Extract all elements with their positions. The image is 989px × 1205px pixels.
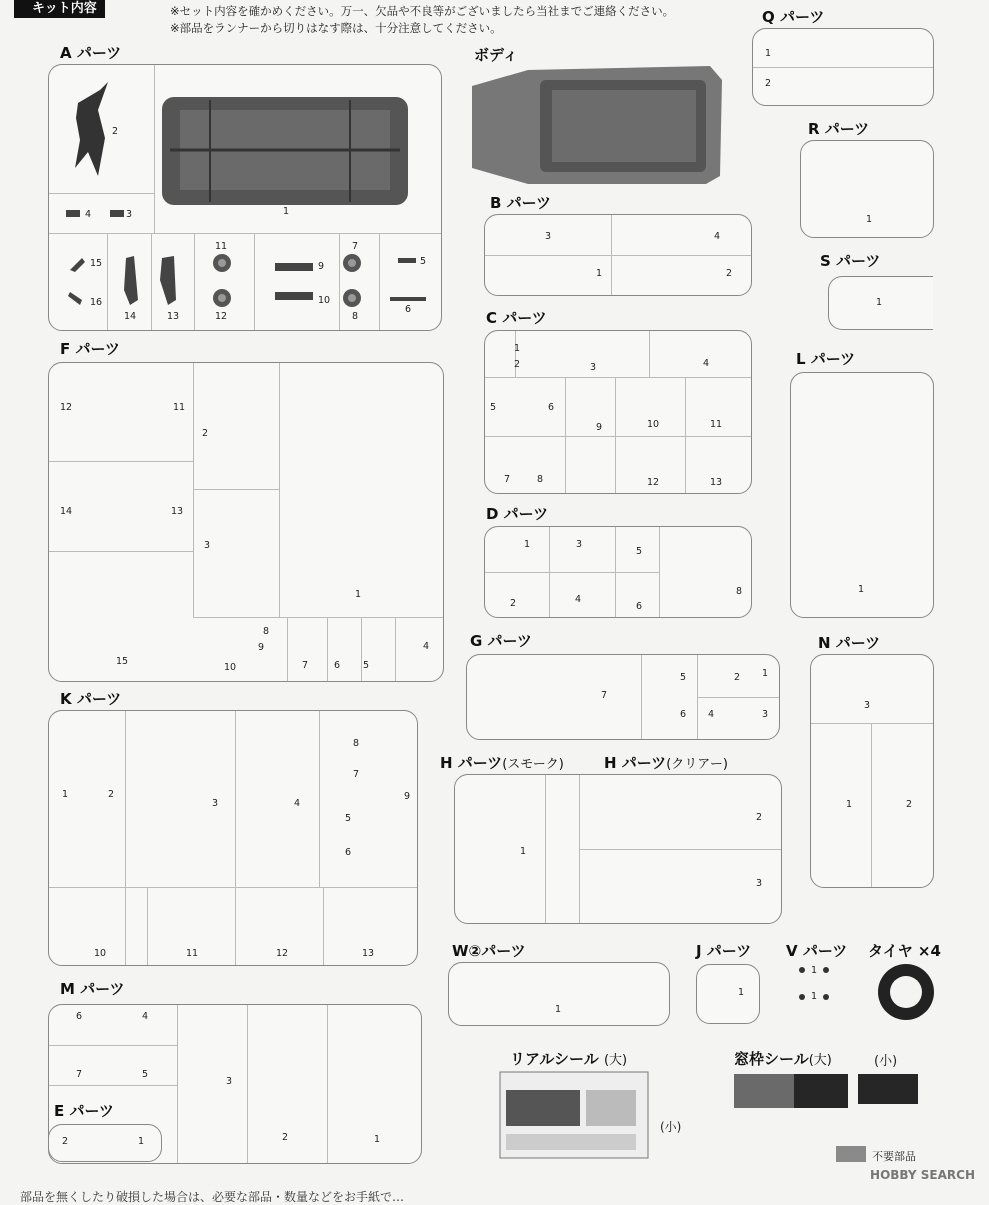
window-seal-small-dark (858, 1074, 918, 1104)
a-num-10: 10 (318, 295, 331, 306)
parts-frame-g (466, 654, 780, 740)
unused-parts-label: 不要部品 (872, 1150, 916, 1163)
parts-frame-f (48, 362, 444, 682)
g-num-2: 2 (734, 672, 741, 683)
g-num-5: 5 (680, 672, 687, 683)
s-num-1: 1 (876, 297, 883, 308)
n-num-2: 2 (906, 799, 913, 810)
k-num-4: 4 (294, 798, 301, 809)
a-num-4: 4 (85, 209, 92, 220)
a-num-11: 11 (215, 241, 228, 252)
real-seal-large: (大) (603, 1053, 628, 1068)
section-title-window-seal (734, 1048, 832, 1069)
v-num-1b: 1 (811, 991, 818, 1002)
section-title-b: B パーツ (490, 194, 552, 212)
section-title-l: L パーツ (796, 350, 856, 368)
g-num-4: 4 (708, 709, 715, 720)
h-clear-subtitle: (クリアー) (666, 757, 728, 772)
d-num-2: 2 (510, 598, 517, 609)
c-num-5: 5 (490, 402, 497, 413)
n-num-1: 1 (846, 799, 853, 810)
k-num-12: 12 (276, 948, 289, 959)
f-num-9: 9 (258, 642, 265, 653)
section-title-g: G パーツ (470, 632, 532, 650)
r-num-1: 1 (866, 214, 873, 225)
k-num-9: 9 (404, 791, 411, 802)
h-num-1: 1 (520, 846, 527, 857)
k-num-5: 5 (345, 813, 352, 824)
j-num-1: 1 (738, 987, 745, 998)
f-num-2: 2 (202, 428, 209, 439)
window-seal-small: (小) (874, 1054, 898, 1069)
parts-frame-k (48, 710, 418, 966)
section-title-k: K パーツ (60, 690, 122, 708)
parts-frame-n (810, 654, 934, 888)
c-num-13: 13 (710, 477, 723, 488)
g-num-1: 1 (762, 668, 769, 679)
n-num-3: 3 (864, 700, 871, 711)
f-num-8: 8 (263, 626, 270, 637)
k-num-7: 7 (353, 769, 360, 780)
a-num-6: 6 (405, 304, 412, 315)
section-title-e: E パーツ (54, 1102, 114, 1120)
window-seal-large-gray (734, 1074, 794, 1108)
k-num-2: 2 (108, 789, 115, 800)
m-num-1: 1 (374, 1134, 381, 1145)
a-num-15: 15 (90, 258, 103, 269)
a-num-16: 16 (90, 297, 103, 308)
parts-frame-h (454, 774, 782, 924)
e-num-1: 1 (138, 1136, 145, 1147)
parts-frame-j (696, 964, 760, 1024)
m-num-3: 3 (226, 1076, 233, 1087)
h-smoke-title: H パーツ (440, 754, 503, 772)
c-num-7: 7 (504, 474, 511, 485)
f-num-12: 12 (60, 402, 73, 413)
a-num-7: 7 (352, 241, 359, 252)
section-title-c: C パーツ (486, 309, 547, 327)
section-title-n: N パーツ (818, 634, 881, 652)
g-num-3: 3 (762, 709, 769, 720)
c-num-11: 11 (710, 419, 723, 430)
kit-contents-header: キット内容 (14, 0, 105, 18)
a-num-13: 13 (167, 311, 180, 322)
c-num-9: 9 (596, 422, 603, 433)
f-num-4: 4 (423, 641, 430, 652)
f-num-1: 1 (355, 589, 362, 600)
d-num-8: 8 (736, 586, 743, 597)
window-seal-large-dark (794, 1074, 848, 1108)
m-num-5: 5 (142, 1069, 149, 1080)
b-num-1: 1 (596, 268, 603, 279)
section-title-f: F パーツ (60, 340, 120, 358)
d-num-1: 1 (524, 539, 531, 550)
a-num-8: 8 (352, 311, 359, 322)
c-num-12: 12 (647, 477, 660, 488)
a-num-2: 2 (112, 126, 119, 137)
q-num-1: 1 (765, 48, 772, 59)
b-num-4: 4 (714, 231, 721, 242)
h-num-2: 2 (756, 812, 763, 823)
section-title-a: A パーツ (60, 44, 122, 62)
section-title-s: S パーツ (820, 252, 881, 270)
note-line-1: ※セット内容を確かめください。万一、欠品や不良等がございましたら当社までご連絡ください。 (170, 4, 675, 18)
window-seal-title: 窓枠シール (734, 1050, 809, 1068)
note-line-2: ※部品をランナーから切りはなす際は、十分注意してください。 (170, 21, 502, 35)
real-seal-small: (小) (660, 1120, 682, 1134)
a-num-5: 5 (420, 256, 427, 267)
c-num-6: 6 (548, 402, 555, 413)
section-title-real-seal (510, 1048, 627, 1069)
e-num-2: 2 (62, 1136, 69, 1147)
section-title-d: D パーツ (486, 505, 549, 523)
watermark: HOBBY SEARCH (870, 1168, 975, 1182)
c-num-4: 4 (703, 358, 710, 369)
h-clear-title: H パーツ (604, 754, 667, 772)
unused-parts-swatch (836, 1146, 866, 1162)
k-num-6: 6 (345, 847, 352, 858)
f-num-13: 13 (171, 506, 184, 517)
a-num-14: 14 (124, 311, 137, 322)
c-num-3: 3 (590, 362, 597, 373)
section-title-m: M パーツ (60, 980, 125, 998)
f-num-14: 14 (60, 506, 73, 517)
c-num-10: 10 (647, 419, 660, 430)
l-num-1: 1 (858, 584, 865, 595)
section-title-h-smoke (440, 752, 564, 773)
f-num-3: 3 (204, 540, 211, 551)
section-title-j: J パーツ (696, 942, 752, 960)
m-num-4: 4 (142, 1011, 149, 1022)
d-num-5: 5 (636, 546, 643, 557)
parts-frame-l (790, 372, 934, 618)
parts-frame-c (484, 330, 752, 494)
c-num-2: 2 (514, 359, 521, 370)
k-num-1: 1 (62, 789, 69, 800)
k-num-13: 13 (362, 948, 375, 959)
w2-num-1: 1 (555, 1004, 562, 1015)
c-num-8: 8 (537, 474, 544, 485)
a-num-3: 3 (126, 209, 133, 220)
f-num-7: 7 (302, 660, 309, 671)
k-num-3: 3 (212, 798, 219, 809)
g-num-6: 6 (680, 709, 687, 720)
c-num-1: 1 (514, 343, 521, 354)
f-num-11: 11 (173, 402, 186, 413)
a-num-1: 1 (283, 206, 290, 217)
parts-frame-b (484, 214, 752, 296)
h-num-3: 3 (756, 878, 763, 889)
m-num-7: 7 (76, 1069, 83, 1080)
part-a2-shape (75, 82, 108, 176)
f-num-15: 15 (116, 656, 129, 667)
window-seal-large: (大) (808, 1053, 832, 1068)
d-num-3: 3 (576, 539, 583, 550)
q-num-2: 2 (765, 78, 772, 89)
m-num-6: 6 (76, 1011, 83, 1022)
section-title-v: V パーツ (786, 942, 848, 960)
section-title-q: Q パーツ (762, 8, 825, 26)
section-title-r: R パーツ (808, 120, 870, 138)
h-smoke-subtitle: (スモーク) (502, 757, 564, 772)
section-title-tire: タイヤ ×4 (868, 942, 941, 960)
section-title-body: ボディ (474, 46, 518, 64)
b-num-3: 3 (545, 231, 552, 242)
section-title-w2: W②パーツ (452, 942, 526, 960)
real-seal-title: リアルシール (510, 1050, 599, 1068)
a-num-9: 9 (318, 261, 325, 272)
m-num-2: 2 (282, 1132, 289, 1143)
parts-frame-q (752, 28, 934, 106)
k-num-10: 10 (94, 948, 107, 959)
f-num-10: 10 (224, 662, 237, 673)
d-num-4: 4 (575, 594, 582, 605)
f-num-6: 6 (334, 660, 341, 671)
parts-frame-w2 (448, 962, 670, 1026)
footer-note: 部品を無くしたり破損した場合は、必要な部品・数量などをお手紙で… (20, 1190, 405, 1204)
g-num-7: 7 (601, 690, 608, 701)
v-num-1a: 1 (811, 965, 818, 976)
section-title-h-clear (604, 752, 728, 773)
f-num-5: 5 (363, 660, 370, 671)
k-num-11: 11 (186, 948, 199, 959)
k-num-8: 8 (353, 738, 360, 749)
d-num-6: 6 (636, 601, 643, 612)
b-num-2: 2 (726, 268, 733, 279)
a-num-12: 12 (215, 311, 228, 322)
